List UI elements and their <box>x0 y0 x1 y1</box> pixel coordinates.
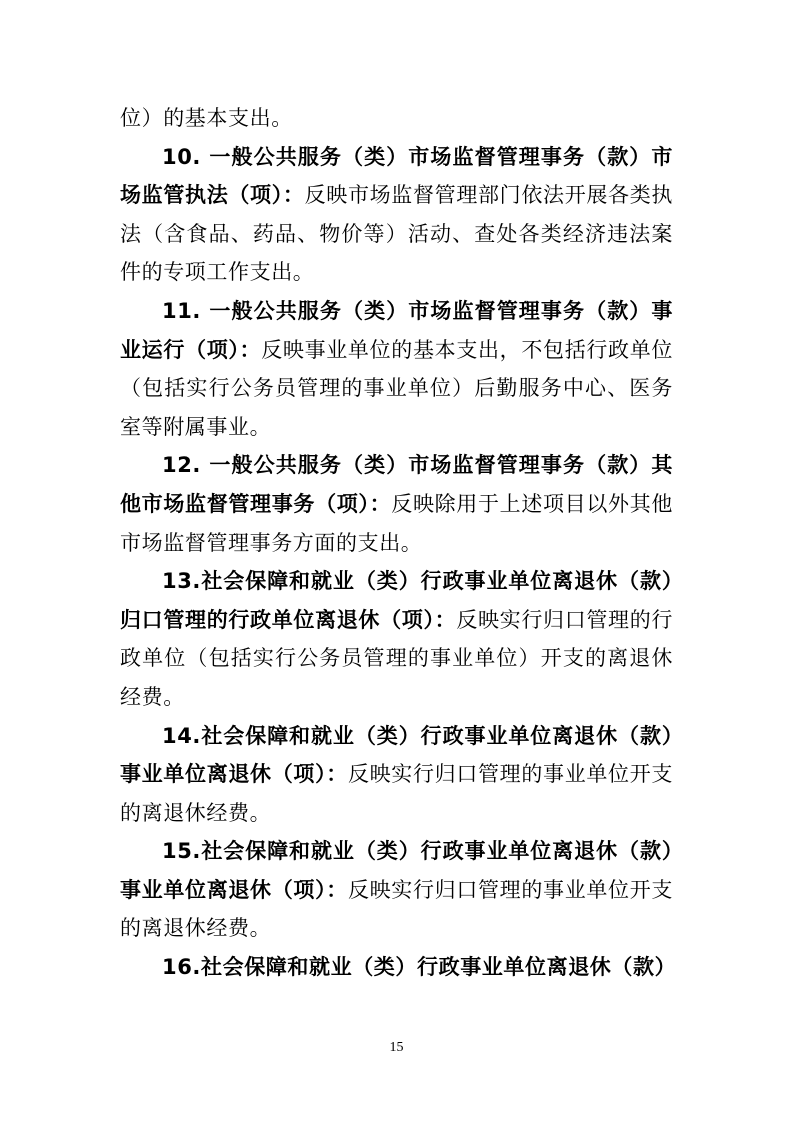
page-number: 15 <box>389 1040 404 1055</box>
paragraph-item-13 <box>120 562 673 716</box>
body-text <box>120 99 677 987</box>
item-heading: 14.社会保障和就业（类）行政事业单位离退休（款）事业单位离退休（项）： <box>120 723 673 787</box>
paragraph-item-11 <box>120 292 673 446</box>
item-description: 反映市场监督管理部门依法开展各类执法（含食品、药品、物价等）活动、查处各类经济违法案件的专项工作支出。 <box>120 183 674 285</box>
paragraph-item-16 <box>120 948 677 987</box>
item-description: 反映实行归口管理的事业单位开支的离退休经费。 <box>120 762 673 825</box>
item-heading: 10. 一般公共服务（类）市场监督管理事务（款）市场监管执法（项）： <box>120 144 673 208</box>
item-heading: 13.社会保障和就业（类）行政事业单位离退休（款）归口管理的行政单位离退休（项）： <box>120 569 673 632</box>
item-heading: 12. 一般公共服务（类）市场监督管理事务（款）其他市场监督管理事务（项）： <box>120 453 673 516</box>
item-heading: 11. 一般公共服务（类）市场监督管理事务（款）事业运行（项）： <box>120 298 673 362</box>
paragraph-item-12 <box>120 446 673 562</box>
item-description: 反映实行归口管理的行政单位（包括实行公务员管理的事业单位）开支的离退休经费。 <box>120 607 673 709</box>
paragraph-item-15 <box>120 832 673 948</box>
item-heading: 16.社会保障和就业（类）行政事业单位离退休（款） <box>162 955 677 980</box>
item-heading: 15.社会保障和就业（类）行政事业单位离退休（款）事业单位离退休（项）： <box>120 839 673 902</box>
paragraph-continuation <box>120 99 673 138</box>
paragraph-item-10 <box>120 138 673 292</box>
paragraph-text: 位）的基本支出。 <box>120 106 293 130</box>
paragraph-item-14 <box>120 717 673 833</box>
item-description: 反映除用于上述项目以外其他市场监督管理事务方面的支出。 <box>120 491 673 555</box>
item-description: 反映事业单位的基本支出，不包括行政单位（包括实行公务员管理的事业单位）后勤服务中心、医务室等附属事业。 <box>120 337 673 439</box>
item-description: 反映实行归口管理的事业单位开支的离退休经费。 <box>120 877 673 941</box>
